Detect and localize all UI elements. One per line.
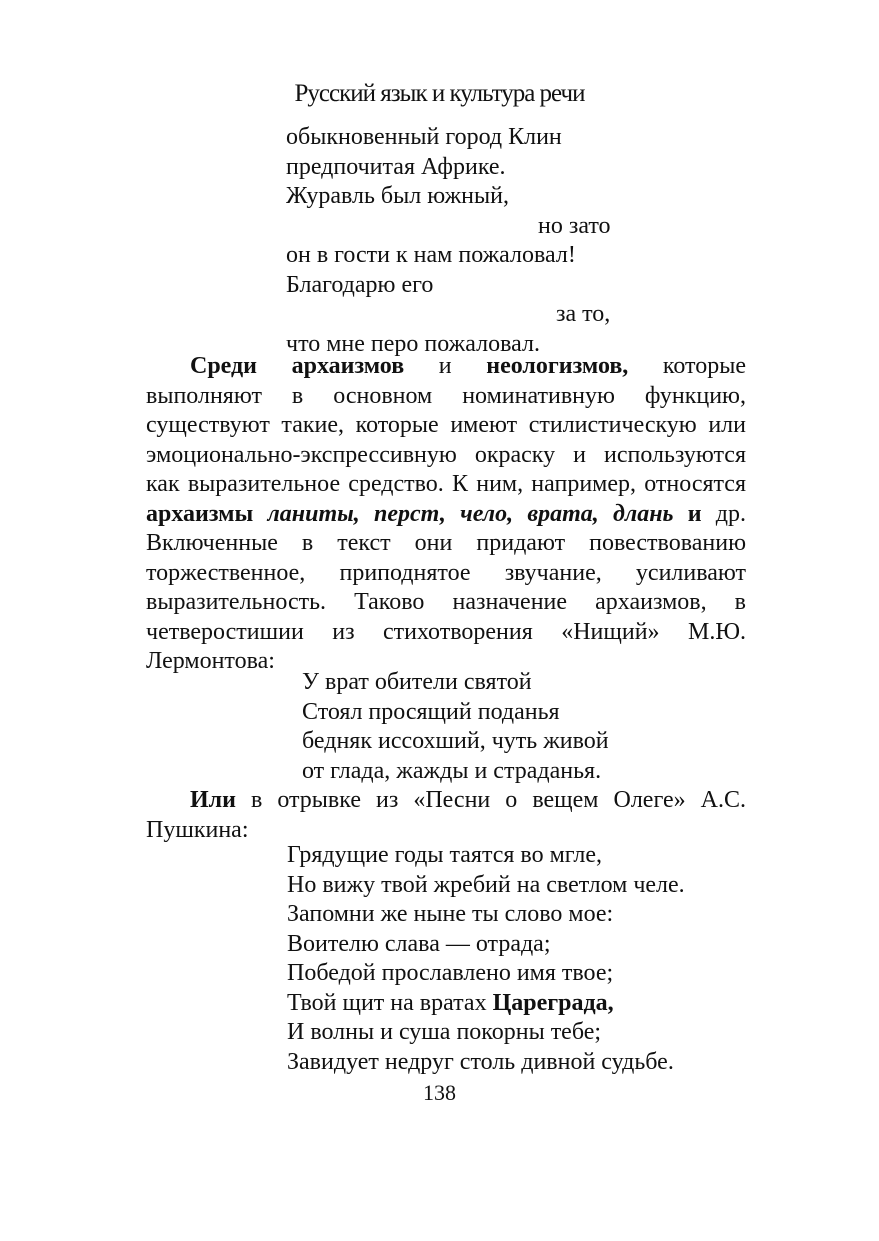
verse-line: бедняк иссохший, чуть живой bbox=[302, 728, 609, 754]
term-archaisms-2: архаизмы bbox=[146, 500, 254, 527]
verse-line: Благодарю его bbox=[286, 271, 434, 298]
verse-line: обыкновенный город Клин bbox=[286, 124, 562, 150]
verse-line: он в гости к нам пожаловал! bbox=[286, 242, 576, 268]
term-neologisms: неологизмов, bbox=[486, 353, 629, 379]
poem-excerpt-1 bbox=[286, 123, 611, 359]
verse-line: Журавль был южный, bbox=[286, 183, 509, 209]
verse-line: Стоял просящий поданья bbox=[302, 698, 560, 725]
verse-line: Воителю слава — отрада; bbox=[287, 930, 551, 957]
paragraph-archaisms bbox=[146, 352, 746, 677]
term-tsargrad: Цареграда, bbox=[492, 989, 614, 1016]
example-words: ланиты, перст, чело, врата, длань bbox=[253, 500, 674, 527]
verse-line: Завидует недруг столь дивной судьбе. bbox=[287, 1048, 674, 1075]
poem-excerpt-2 bbox=[302, 668, 609, 786]
verse-line: что мне перо пожаловал. bbox=[286, 330, 540, 357]
verse-line: Победой прославлено имя твое; bbox=[287, 960, 614, 986]
verse-line: Грядущие годы таятся во мгле, bbox=[287, 842, 603, 868]
text-run: Твой щит на вратах bbox=[287, 989, 493, 1016]
paragraph-pushkin bbox=[146, 786, 746, 845]
poem-excerpt-3 bbox=[287, 841, 685, 1077]
verse-line: за то, bbox=[556, 301, 611, 327]
running-head: Русский язык и культура речи bbox=[294, 80, 585, 107]
term-archaisms: Среди архаизмов bbox=[190, 353, 405, 379]
term-ili: Или bbox=[190, 787, 236, 813]
verse-line: Запомни же ныне ты слово мое: bbox=[287, 901, 614, 927]
text-run: которые выполняют в основном номинативную функцию, существуют такие, которые имеют стилистическую или эмоционально-экспрессивную окраску и используются как выразительное средство. К ним, например, относятся bbox=[146, 353, 747, 497]
verse-line: Но вижу твой жребий на светлом челе. bbox=[287, 871, 685, 898]
verse-line: но зато bbox=[538, 212, 611, 239]
text-run: др. Включенные в текст они придают повествованию торжественное, приподнятое звучание, усиливают выразительность. Таково назначение архаизмов, в четверостишии из стихотворения «Нищий» М.Ю. Лермонтова: bbox=[146, 500, 747, 674]
page-number: 138 bbox=[423, 1080, 456, 1105]
verse-line: И волны и суша покорны тебе; bbox=[287, 1019, 602, 1045]
verse-line: предпочитая Африке. bbox=[286, 153, 506, 180]
text-run: и bbox=[404, 353, 487, 379]
verse-line: от глада, жажды и страданья. bbox=[302, 757, 602, 784]
conjunction-bold: и bbox=[673, 500, 702, 527]
text-run: в отрывке из «Песни о вещем Олеге» А.С. Пушкина: bbox=[146, 787, 746, 843]
verse-line: У врат обители святой bbox=[302, 669, 532, 695]
verse-line bbox=[287, 989, 685, 1019]
